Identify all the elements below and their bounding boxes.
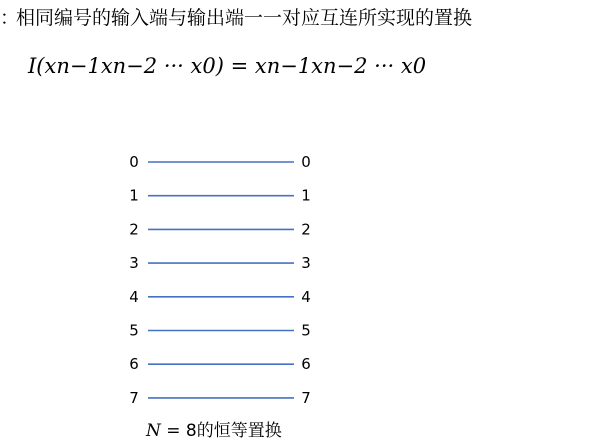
output-label-1: 1 xyxy=(301,186,311,205)
input-label-2: 2 xyxy=(129,220,139,239)
input-label-1: 1 xyxy=(129,186,139,205)
caption-variable: N xyxy=(146,421,161,441)
input-label-6: 6 xyxy=(129,355,139,374)
output-label-6: 6 xyxy=(301,355,311,374)
output-label-4: 4 xyxy=(301,287,311,306)
output-label-2: 2 xyxy=(301,220,311,239)
caption-text: = 8的恒等置换 xyxy=(160,421,282,441)
output-label-5: 5 xyxy=(301,321,311,340)
input-label-5: 5 xyxy=(129,321,139,340)
heading-bullet: ： xyxy=(0,7,20,29)
input-label-0: 0 xyxy=(129,153,139,171)
output-label-3: 3 xyxy=(301,254,311,273)
input-label-4: 4 xyxy=(129,287,139,306)
diagram-caption xyxy=(146,420,282,442)
output-label-0: 0 xyxy=(301,153,311,171)
input-label-7: 7 xyxy=(129,388,139,407)
identity-formula: I(xn−1xn−2 ··· x0) = xn−1xn−2 ··· x0 xyxy=(28,54,427,78)
output-label-7: 7 xyxy=(301,388,311,407)
input-label-3: 3 xyxy=(129,254,139,273)
heading-text: 相同编号的输入端与输出端一一对应互连所实现的置换 xyxy=(16,7,473,29)
